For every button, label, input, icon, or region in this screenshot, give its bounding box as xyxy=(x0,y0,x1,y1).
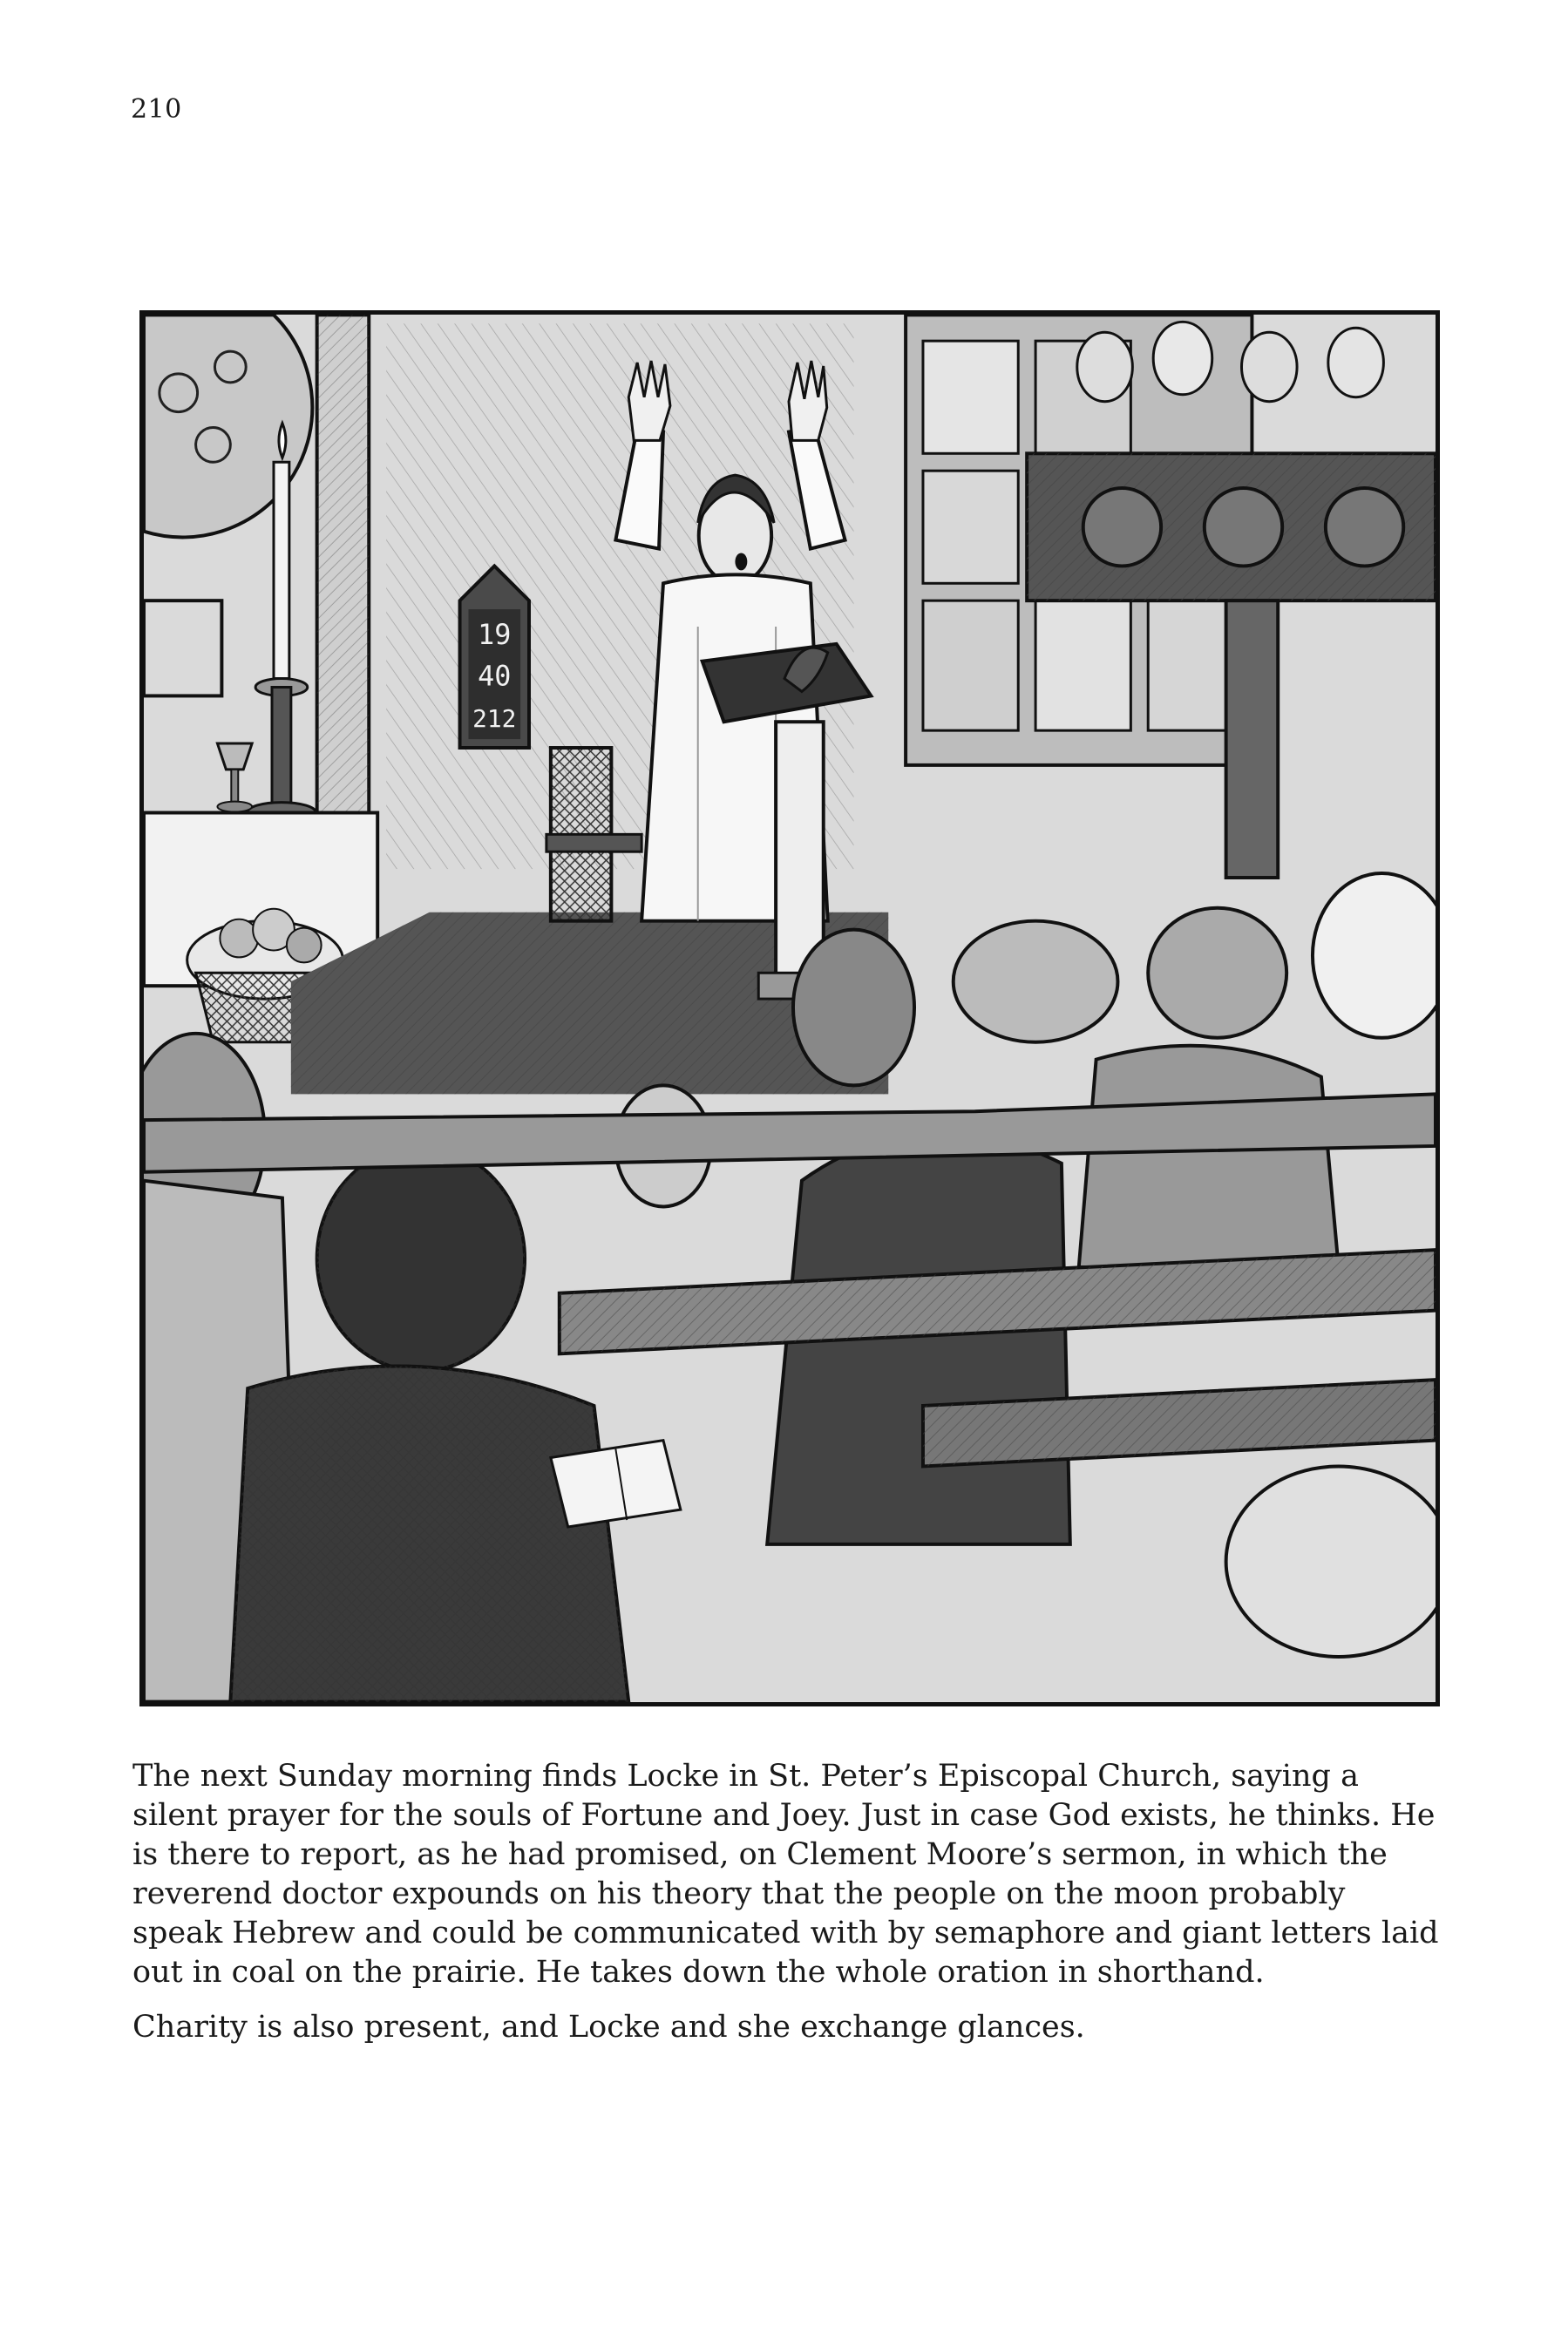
paragraph-1: The next Sunday morning finds Locke in St. Peter’s Episcopal Church, saying a silent prayer for the souls of Fortune and Joey. Just in case God exists, he thinks. He is there to report, as he had promised, on Clement Moore’s sermon, in which the reverend doctor expounds on his theory that the people on the moon probably speak Hebrew and could be communicated with by semaphore and giant letters laid out in coal on the prairie. He takes down the whole oration in shorthand. xyxy=(132,1759,1439,1990)
paragraph-2: Charity is also present, and Locke and she exchange glances. xyxy=(132,2010,1085,2045)
hymn-number-1: 19 xyxy=(478,619,512,651)
hymn-number-3: 212 xyxy=(472,704,517,734)
hymn-number-2: 40 xyxy=(478,661,512,693)
church-scene xyxy=(144,315,1436,1702)
hymn-board xyxy=(460,566,529,748)
church-illustration xyxy=(139,310,1440,1706)
body-text xyxy=(132,1757,1440,2063)
page-number: 210 xyxy=(131,94,182,125)
